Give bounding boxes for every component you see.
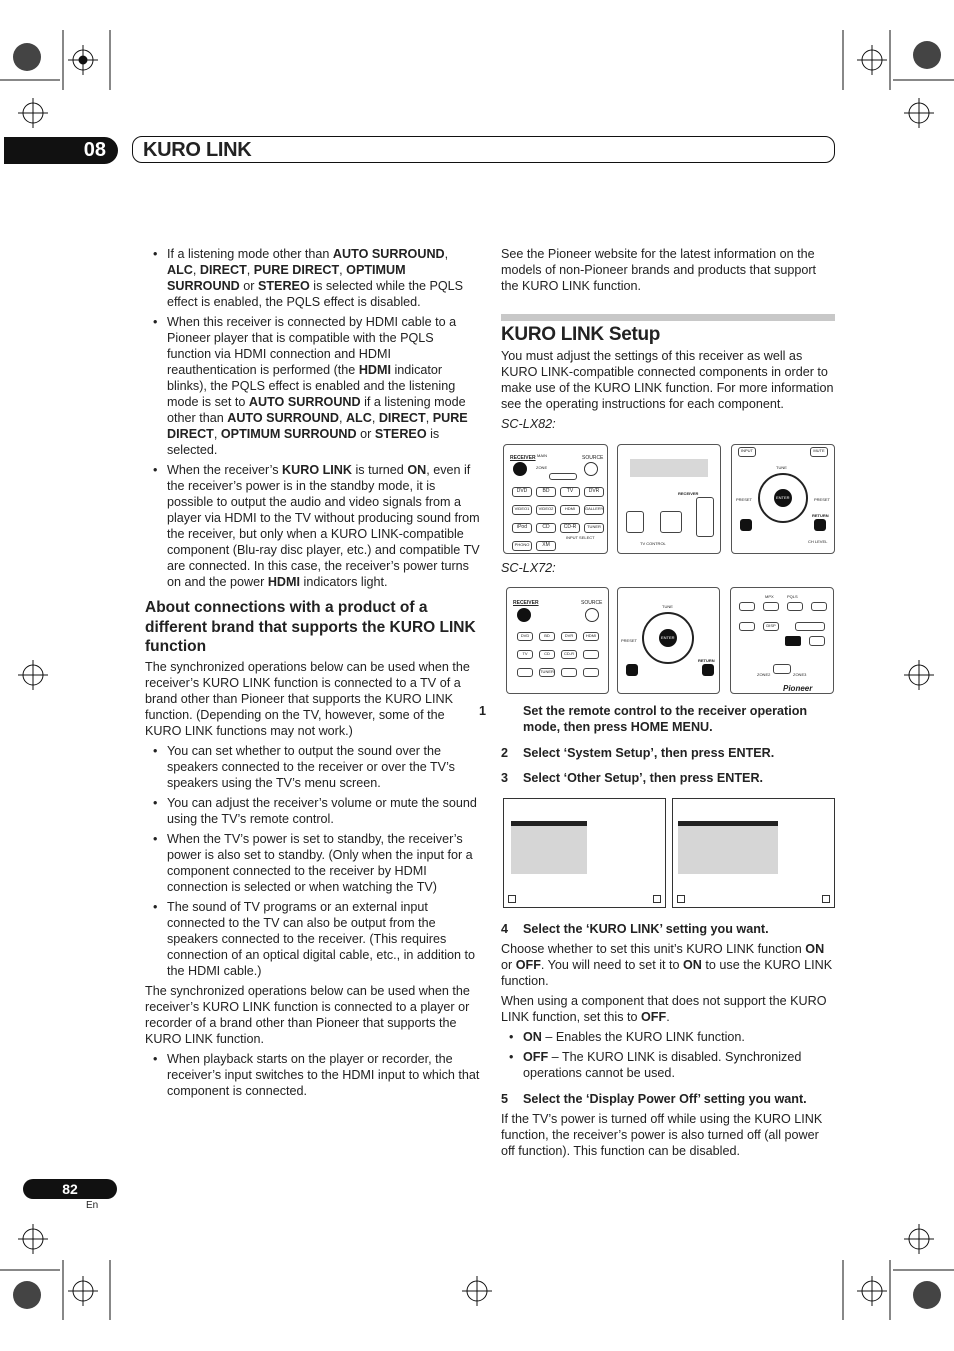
vol-up-button[interactable]	[696, 497, 714, 537]
left-column	[145, 246, 480, 1103]
input-select-label: INPUT SELECT	[566, 535, 595, 540]
website-note-text: See the Pioneer website for the latest information on the models of non-Pioneer brands and products that support the KURO LINK function.	[501, 247, 817, 293]
model-label-lx82: SC-LX82:	[501, 417, 556, 431]
list-item: • When the TV’s power is set to standby, the receiver’s power is also set to standby. (Only when the input for a component connected to the receiver by HDMI connection is selected or when watching the TV)	[145, 831, 480, 895]
zone3-label: ZONE3	[793, 672, 807, 677]
pqls-label: PQLS	[787, 594, 798, 599]
list-item: • You can set whether to output the sound over the speakers connected to the receiver or over the TV’s speakers using the TV’s menu screen.	[145, 743, 480, 791]
gallery-label: GALLERY	[585, 506, 604, 511]
cdr-label: CD-R	[563, 524, 577, 530]
remote-panel-tv-lx82	[617, 444, 721, 554]
input-button-tv[interactable]	[560, 487, 580, 497]
step-4	[501, 921, 836, 937]
osd-exit-icon	[653, 895, 661, 903]
ch-level-label: CH LEVEL	[808, 539, 828, 544]
input-button-cdr-lx72[interactable]	[561, 650, 577, 659]
return-button[interactable]	[814, 519, 826, 531]
list-item: • When the receiver’s KURO LINK is turned ON, even if the receiver’s power is in the standby mode, it is possible to output the audio and video signals from a player via HDMI to the TV without producing sound from the receiver, but only when a KURO LINK-compatible component (Blu-ray disc player, etc.) and compatible TV are connected. In this case, the receiver’s power turns on and the power HDMI indicators light.	[145, 462, 480, 590]
hdmi-label-lx72: HDMI	[585, 633, 597, 638]
setup-heading: KURO LINK Setup	[501, 324, 661, 345]
tv-control-label: TV CONTROL	[640, 541, 666, 546]
mute-button[interactable]	[810, 447, 828, 457]
enter-label: ENTER	[776, 495, 790, 500]
return-label: RETURN	[812, 513, 829, 518]
step-1-text: Set the remote control to the receiver operation mode, then press HOME MENU.	[523, 704, 808, 734]
input-button-ipod[interactable]	[512, 523, 532, 533]
dvr-label: DVR	[588, 488, 600, 494]
input-button-dvr[interactable]	[584, 487, 604, 497]
video1-label: VIDEO1	[514, 506, 530, 511]
remote-figure-lx72	[506, 587, 834, 694]
preset-label-right: PRESET	[814, 497, 831, 502]
source-label-lx72: SOURCE	[581, 600, 603, 606]
preset-label-left: PRESET	[736, 497, 753, 502]
preset-label-lx72: PRESET	[621, 638, 638, 643]
step-4-text: Select the ‘KURO LINK’ setting you want.	[523, 922, 769, 936]
ch-up-button[interactable]	[626, 511, 644, 533]
hdmi-label: HDMI	[564, 506, 576, 511]
bd-label: BD	[542, 488, 550, 494]
chapter-number: 08	[83, 139, 106, 161]
cdr-label-lx72: CD-R	[564, 651, 574, 656]
main-label: MAIN	[537, 453, 547, 458]
audio-button[interactable]	[739, 622, 755, 631]
website-note	[501, 246, 836, 298]
input-button-cd[interactable]	[536, 523, 556, 533]
input-button-tv-lx72[interactable]	[517, 650, 533, 659]
prev-button[interactable]	[739, 602, 755, 611]
step-4-body-2: When using a component that does not support the KURO LINK function, set this to OFF.	[501, 994, 827, 1024]
pause-button[interactable]	[787, 602, 803, 611]
page-number-text: 82	[62, 1181, 78, 1197]
remote-setup-button[interactable]	[809, 636, 825, 646]
disp-label: DISP	[766, 623, 776, 628]
receiver-label-tv: RECEIVER	[678, 491, 699, 496]
input-button-xm[interactable]	[536, 541, 556, 551]
disp-button[interactable]	[763, 622, 779, 631]
remote-panel-receiver-lx82	[503, 444, 608, 554]
setup-intro	[501, 348, 836, 436]
phono-label: PHONO	[514, 542, 530, 547]
setup-intro-text: You must adjust the settings of this receiver as well as KURO LINK-compatible connected components in order to make use of the KURO LINK function. For more information see the operating instructions for each component.	[501, 349, 834, 411]
input-tv-button[interactable]	[738, 447, 756, 457]
input-button-phono[interactable]	[512, 541, 532, 551]
dvd-label: DVD	[516, 488, 528, 494]
dvr-label-lx72: DVR	[564, 633, 574, 638]
list-item: • If a listening mode other than AUTO SURROUND, ALC, DIRECT, PURE DIRECT, OPTIMUM SURROUND or STEREO is selected while the PQLS effect is enabled, the PQLS effect is disabled.	[145, 246, 480, 310]
osd-back-icon	[508, 895, 516, 903]
chapter-title-bar	[132, 136, 835, 163]
list-item: • When this receiver is connected by HDMI cable to a Pioneer player that is compatible with the PQLS function via HDMI connection and HDMI reauthentication is performed (the HDMI indicator blinks), the PQLS effect is enabled and the listening mode is set to AUTO SURROUND if a listening mode other than AUTO SURROUND, ALC, DIRECT, PURE DIRECT, OPTIMUM SURROUND or STEREO is selected.	[145, 314, 480, 458]
zone-label: ZONE	[536, 465, 548, 470]
multi-operation-button[interactable]	[549, 473, 577, 480]
input-button-video2-lx72[interactable]	[583, 668, 599, 677]
osd-back-icon-2	[677, 895, 685, 903]
input-button-video1[interactable]	[512, 505, 532, 515]
ipod-label: iPod	[516, 524, 527, 530]
input-button-dvr-lx72[interactable]	[561, 632, 577, 641]
mute-label: MUTE	[813, 448, 825, 453]
xm-label: XM	[542, 542, 550, 548]
input-button-tuner-lx72[interactable]	[539, 668, 555, 677]
home-menu-button[interactable]	[740, 519, 752, 531]
home-menu-button-lx72[interactable]	[626, 664, 638, 676]
steps-1-3	[479, 703, 836, 790]
enter-label-lx72: ENTER	[661, 635, 675, 640]
remote-figure-lx82	[503, 444, 835, 554]
source-power-icon[interactable]	[584, 462, 598, 476]
paragraph-player-intro: The synchronized operations below can be used when the receiver’s KURO LINK function is connected to a player or recorder of a brand other than Pioneer that supports the KURO LINK function.	[145, 983, 470, 1046]
remote-panel-nav-lx72	[617, 587, 720, 694]
input-label: INPUT	[741, 448, 753, 453]
osd-exit-icon-2	[822, 895, 830, 903]
source-power-icon-lx72[interactable]	[585, 608, 599, 622]
remote-panel-nav-lx82	[731, 444, 835, 554]
model-label-lx72: SC-LX72:	[501, 561, 556, 575]
step-4-body: Choose whether to set this unit’s KURO LINK function ON or OFF. You will need to set it to ON to use the KURO LINK function.	[501, 942, 833, 988]
kuro-link-options	[501, 1029, 836, 1081]
osd-screen-other-setup	[672, 798, 835, 908]
osd-menu-area	[511, 826, 587, 874]
vol-button[interactable]	[660, 511, 682, 533]
power-icon-lx72[interactable]	[517, 608, 531, 622]
input-button-video1-lx72[interactable]	[561, 668, 577, 677]
osd-menu-area-2	[678, 826, 778, 874]
section-heading-other-brand: About connections with a product of a different brand that supports the KURO LINK function	[145, 599, 476, 655]
video2-label: VIDEO2	[538, 506, 554, 511]
step-3-text: Select ‘Other Setup’, then press ENTER.	[523, 771, 764, 785]
step-5-text: Select the ‘Display Power Off’ setting you want.	[523, 1092, 807, 1106]
step-5-body: If the TV’s power is turned off while using the KURO LINK function, the receiver’s power is also turned off (all power off function). This function can be disabled.	[501, 1112, 823, 1158]
option-item: • OFF – The KURO LINK is disabled. Synchronized operations cannot be used.	[501, 1049, 836, 1081]
setup-heading-wrap	[501, 324, 836, 346]
input-button-cd-lx72[interactable]	[539, 650, 555, 659]
step-5	[501, 1091, 836, 1107]
input-button-dvd-lx72[interactable]	[517, 632, 533, 641]
chapter-number-tab	[4, 137, 118, 164]
steps-4-5	[501, 921, 836, 1163]
input-button-hdmi-lx72[interactable]	[583, 632, 599, 641]
osd-screen-system-setup	[503, 798, 666, 908]
lcd-display	[630, 459, 708, 477]
option-item: • ON – Enables the KURO LINK function.	[501, 1029, 836, 1045]
model-label-lx72-wrap	[501, 560, 836, 580]
zone-switch[interactable]	[773, 664, 791, 674]
source-label: SOURCE	[582, 455, 604, 461]
tuner-label-lx72: TUNER	[540, 669, 554, 674]
input-button-tuner[interactable]	[584, 523, 604, 533]
chapter-title: KURO LINK	[143, 139, 252, 161]
pioneer-logo: Pioneer	[783, 684, 813, 693]
step-4-number: 4	[501, 922, 509, 936]
cd-label-lx72: CD	[544, 651, 550, 656]
section-divider	[501, 314, 835, 321]
remote-panel-zone-lx72	[730, 587, 834, 694]
receiver-label-lx72: RECEIVER	[513, 600, 539, 606]
pqls-bullet-list	[145, 246, 480, 590]
page-number	[23, 1179, 117, 1199]
input-button-bd-lx72[interactable]	[539, 632, 555, 641]
step-3	[501, 770, 836, 786]
step-2	[501, 745, 836, 761]
step-5-number: 5	[501, 1092, 509, 1106]
list-item: • The sound of TV programs or an external input connected to the TV can also be output from the speakers connected to the receiver. (This requires connection of an optical digital cable, etc., in addition to the HDMI cable.)	[145, 899, 480, 979]
input-button-gallery-lx72[interactable]	[583, 650, 599, 659]
input-button-ipod-lx72[interactable]	[517, 668, 533, 677]
step-1-number: 1	[479, 704, 487, 718]
step-2-number: 2	[501, 746, 509, 760]
input-button-video2[interactable]	[536, 505, 556, 515]
ch-button[interactable]	[795, 622, 825, 631]
input-button-hdmi[interactable]	[560, 505, 580, 515]
dvd-label-lx72: DVD	[520, 633, 530, 638]
tune-label-lx72: TUNE	[662, 604, 673, 609]
input-button-dvd[interactable]	[512, 487, 532, 497]
player-bullet-list	[145, 1051, 480, 1099]
step-2-text: Select ‘System Setup’, then press ENTER.	[523, 746, 775, 760]
zone2-label: ZONE2	[757, 672, 771, 677]
power-icon[interactable]	[513, 462, 527, 476]
tune-label: TUNE	[776, 465, 787, 470]
step-1	[479, 703, 836, 735]
receiver-label: RECEIVER	[510, 455, 536, 461]
remote-panel-receiver-lx72	[506, 587, 609, 694]
step-3-number: 3	[501, 771, 509, 785]
list-item: • You can adjust the receiver’s volume or mute the sound using the TV’s remote control.	[145, 795, 480, 827]
bd-label-lx72: BD	[544, 633, 550, 638]
next-button[interactable]	[811, 602, 827, 611]
paragraph-tv-intro: The synchronized operations below can be used when the receiver’s KURO LINK function is connected to a TV of a brand other than Pioneer that supports the KURO LINK function. (Depending on the TV, however, some of the KURO LINK functions may not work.)	[145, 659, 470, 738]
tv-label-lx72: TV	[522, 651, 528, 656]
tv-bullet-list	[145, 743, 480, 979]
return-button-lx72[interactable]	[702, 664, 714, 676]
input-button-cdr[interactable]	[560, 523, 580, 533]
list-item: • When playback starts on the player or recorder, the receiver’s input switches to the HDMI input to which that component is connected.	[145, 1051, 480, 1099]
mpx-label: MPX	[765, 594, 774, 599]
cd-label: CD	[542, 524, 550, 530]
tv-label: TV	[566, 488, 574, 494]
play-button[interactable]	[763, 602, 779, 611]
receiver-mode-button[interactable]	[785, 636, 801, 646]
tuner-label: TUNER	[587, 524, 601, 529]
input-button-bd[interactable]	[536, 487, 556, 497]
return-label-lx72: RETURN	[698, 658, 715, 663]
input-button-gallery[interactable]	[584, 505, 604, 515]
language-label: En	[86, 1200, 99, 1211]
